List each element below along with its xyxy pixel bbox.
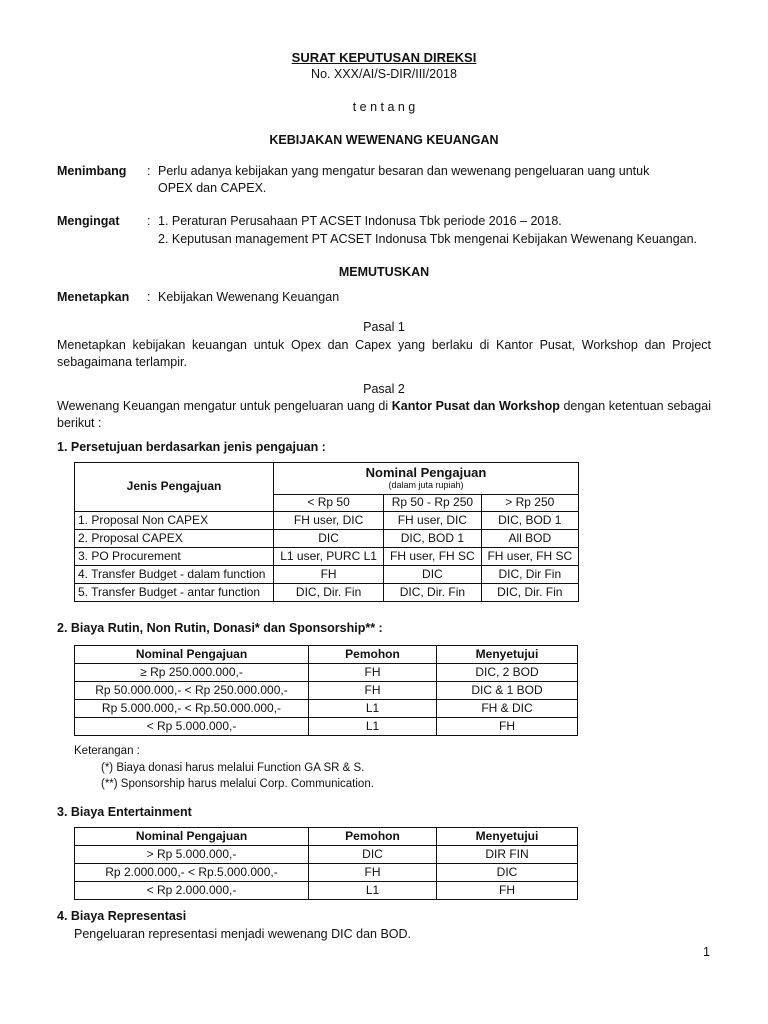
page-number: 1 — [703, 945, 710, 959]
col-header: Pemohon — [309, 646, 437, 664]
col-header: Nominal Pengajuan — [75, 828, 309, 846]
pasal2-title: Pasal 2 — [363, 382, 405, 396]
menyetujui-cell: DIC, 2 BOD — [437, 664, 578, 682]
document-number: No. XXX/AI/S-DIR/III/2018 — [311, 67, 457, 81]
table-row — [75, 548, 579, 566]
pemohon-cell: L1 — [309, 700, 437, 718]
jenis-cell: 5. Transfer Budget - antar function — [75, 584, 274, 602]
pasal1-text-line2: sebagaimana terlampir. — [57, 355, 187, 369]
pemohon-cell: DIC — [309, 846, 437, 864]
pemohon-cell: FH — [309, 682, 437, 700]
menimbang-text-line2: OPEX dan CAPEX. — [158, 181, 267, 195]
value-cell: FH user, FH SC — [481, 548, 578, 566]
value-cell: FH user, FH SC — [384, 548, 481, 566]
jenis-cell: 2. Proposal CAPEX — [75, 530, 274, 548]
section2-title: 2. Biaya Rutin, Non Rutin, Donasi* dan Sponsorship** : — [57, 621, 383, 635]
table-row — [75, 700, 578, 718]
col-header: Menyetujui — [437, 646, 578, 664]
table-row — [75, 682, 578, 700]
pasal1-title: Pasal 1 — [363, 320, 405, 334]
menyetujui-cell: FH — [437, 718, 578, 736]
menetapkan-value: Kebijakan Wewenang Keuangan — [158, 290, 340, 304]
table-row — [75, 882, 578, 900]
table-row — [75, 566, 579, 584]
table-row — [75, 530, 579, 548]
section4-text: Pengeluaran representasi menjadi wewenang DIC dan BOD. — [74, 927, 411, 941]
nominal-cell: < Rp 5.000.000,- — [75, 718, 309, 736]
keterangan-note: (**) Sponsorship harus melalui Corp. Communication. — [101, 778, 374, 790]
pasal2-text-line1: Wewenang Keuangan mengatur untuk pengeluaran uang di Kantor Pusat dan Workshop dengan ketentuan sebagai — [57, 399, 711, 413]
value-cell: All BOD — [481, 530, 578, 548]
col-header-nominal: Nominal Pengajuan (dalam juta rupiah) — [274, 463, 579, 495]
pemohon-cell: FH — [309, 864, 437, 882]
value-cell: DIC — [384, 566, 481, 584]
col-header: Nominal Pengajuan — [75, 646, 309, 664]
table-row — [75, 584, 579, 602]
table-row — [75, 864, 578, 882]
value-cell: L1 user, PURC L1 — [274, 548, 384, 566]
section4-title: 4. Biaya Representasi — [57, 909, 187, 923]
value-cell: DIC, Dir. Fin — [481, 584, 578, 602]
table-row — [75, 846, 578, 864]
value-cell: DIC, Dir. Fin — [274, 584, 384, 602]
value-cell: DIC, BOD 1 — [481, 512, 578, 530]
sub-header: Rp 50 - Rp 250 — [384, 495, 481, 512]
approval-by-type-table — [74, 462, 579, 602]
mengingat-colon: : — [147, 214, 151, 228]
keterangan-note: (*) Biaya donasi harus melalui Function GA SR & S. — [101, 762, 365, 774]
menyetujui-cell: FH — [437, 882, 578, 900]
jenis-cell: 4. Transfer Budget - dalam function — [75, 566, 274, 584]
menimbang-text-line1: Perlu adanya kebijakan yang mengatur besaran dan wewenang pengeluaran uang untuk — [158, 164, 650, 178]
value-cell: FH — [274, 566, 384, 584]
nominal-cell: Rp 5.000.000,- < Rp.50.000.000,- — [75, 700, 309, 718]
table-row — [75, 664, 578, 682]
sub-header: < Rp 50 — [274, 495, 384, 512]
nominal-cell: Rp 2.000.000,- < Rp.5.000.000,- — [75, 864, 309, 882]
menyetujui-cell: DIR FIN — [437, 846, 578, 864]
jenis-cell: 3. PO Procurement — [75, 548, 274, 566]
pasal1-text-line1: Menetapkan kebijakan keuangan untuk Opex dan Capex yang berlaku di Kantor Pusat, Workshop dan Project — [57, 338, 711, 352]
pasal2-text-line2: berikut : — [57, 416, 102, 430]
pemohon-cell: FH — [309, 664, 437, 682]
menyetujui-cell: DIC & 1 BOD — [437, 682, 578, 700]
menyetujui-cell: FH & DIC — [437, 700, 578, 718]
col-header: Pemohon — [309, 828, 437, 846]
value-cell: FH user, DIC — [274, 512, 384, 530]
col-header-jenis: Jenis Pengajuan — [75, 463, 274, 512]
jenis-cell: 1. Proposal Non CAPEX — [75, 512, 274, 530]
nominal-cell: Rp 50.000.000,- < Rp 250.000.000,- — [75, 682, 309, 700]
value-cell: DIC, Dir Fin — [481, 566, 578, 584]
menetapkan-label: Menetapkan — [57, 290, 130, 304]
table-row — [75, 718, 578, 736]
menetapkan-colon: : — [147, 290, 151, 304]
mengingat-item: 2. Keputusan management PT ACSET Indonusa Tbk mengenai Kebijakan Wewenang Keuangan. — [158, 232, 698, 246]
col-header: Menyetujui — [437, 828, 578, 846]
table-row — [75, 512, 579, 530]
value-cell: FH user, DIC — [384, 512, 481, 530]
nominal-cell: ≥ Rp 250.000.000,- — [75, 664, 309, 682]
value-cell: DIC — [274, 530, 384, 548]
tentang-label: t e n t a n g — [352, 100, 416, 114]
nominal-cell: > Rp 5.000.000,- — [75, 846, 309, 864]
menimbang-label: Menimbang — [57, 164, 127, 178]
section1-title: 1. Persetujuan berdasarkan jenis pengajuan : — [57, 440, 326, 454]
document-subject: KEBIJAKAN WEWENANG KEUANGAN — [269, 133, 499, 147]
keterangan-label: Keterangan : — [74, 745, 140, 757]
nominal-cell: < Rp 2.000.000,- — [75, 882, 309, 900]
section3-title: 3. Biaya Entertainment — [57, 805, 192, 819]
memutuskan-heading: MEMUTUSKAN — [338, 265, 430, 279]
menyetujui-cell: DIC — [437, 864, 578, 882]
menimbang-colon: : — [147, 164, 151, 178]
document-title: SURAT KEPUTUSAN DIREKSI — [291, 50, 477, 65]
value-cell: DIC, BOD 1 — [384, 530, 481, 548]
mengingat-item: 1. Peraturan Perusahaan PT ACSET Indonusa Tbk periode 2016 – 2018. — [158, 214, 562, 228]
biaya-entertainment-table — [74, 827, 578, 900]
mengingat-label: Mengingat — [57, 214, 120, 228]
value-cell: DIC, Dir. Fin — [384, 584, 481, 602]
sub-header: > Rp 250 — [481, 495, 578, 512]
biaya-rutin-table — [74, 645, 578, 736]
pemohon-cell: L1 — [309, 718, 437, 736]
pemohon-cell: L1 — [309, 882, 437, 900]
